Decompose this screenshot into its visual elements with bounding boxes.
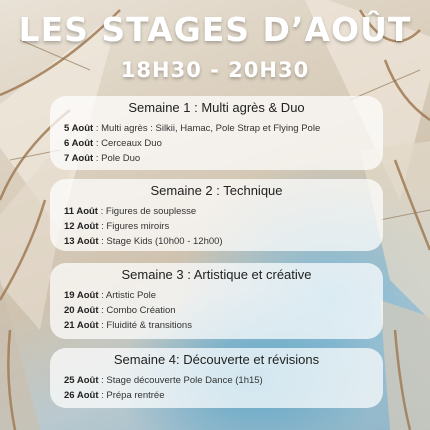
item-date: 26 Août (64, 390, 99, 401)
item-text: : Fluidité & transitions (98, 320, 192, 331)
item-text: : Figures de souplesse (97, 206, 197, 217)
list-item (64, 373, 369, 388)
item-date: 25 Août (64, 375, 99, 386)
item-date: 6 Août (64, 138, 94, 149)
item-text: : Prépa rentrée (98, 390, 165, 401)
item-text: : Stage Kids (10h00 - 12h00) (98, 236, 223, 247)
item-text: : Cerceaux Duo (93, 138, 162, 149)
week-3-card (50, 263, 383, 339)
item-text: : Stage découverte Pole Dance (1h15) (98, 375, 263, 386)
item-date: 20 Août (64, 305, 99, 316)
item-date: 7 Août (64, 153, 94, 164)
week-4-card (50, 348, 383, 408)
list-item (64, 234, 369, 249)
week-title: Semaine 4: Découverte et révisions (113, 352, 320, 367)
list-item (64, 204, 369, 219)
list-item (64, 151, 369, 166)
item-date: 12 Août (64, 221, 99, 232)
item-date: 5 Août (64, 123, 94, 134)
item-text: : Artistic Pole (98, 290, 157, 301)
list-item (64, 121, 369, 136)
week-title: Semaine 3 : Artistique et créative (121, 267, 312, 282)
item-date: 11 Août (64, 206, 98, 217)
list-item (64, 388, 369, 403)
week-2-card (50, 179, 383, 251)
list-item (64, 136, 369, 151)
item-date: 21 Août (64, 320, 99, 331)
week-title: Semaine 1 : Multi agrès & Duo (128, 100, 305, 115)
page-title: LES STAGES D’AOÛT (18, 10, 412, 49)
list-item (64, 318, 369, 333)
time-range: 18H30 - 20H30 (120, 58, 310, 82)
item-date: 13 Août (64, 236, 99, 247)
item-text: : Figures miroirs (98, 221, 170, 232)
item-text: : Pole Duo (93, 153, 141, 164)
item-date: 19 Août (64, 290, 99, 301)
list-item (64, 303, 369, 318)
item-text: : Multi agrès : Silkii, Hamac, Pole Strap et Flying Pole (93, 123, 321, 134)
week-title: Semaine 2 : Technique (150, 183, 283, 198)
list-item (64, 219, 369, 234)
list-item (64, 288, 369, 303)
item-text: : Combo Création (98, 305, 176, 316)
week-1-card (50, 96, 383, 170)
